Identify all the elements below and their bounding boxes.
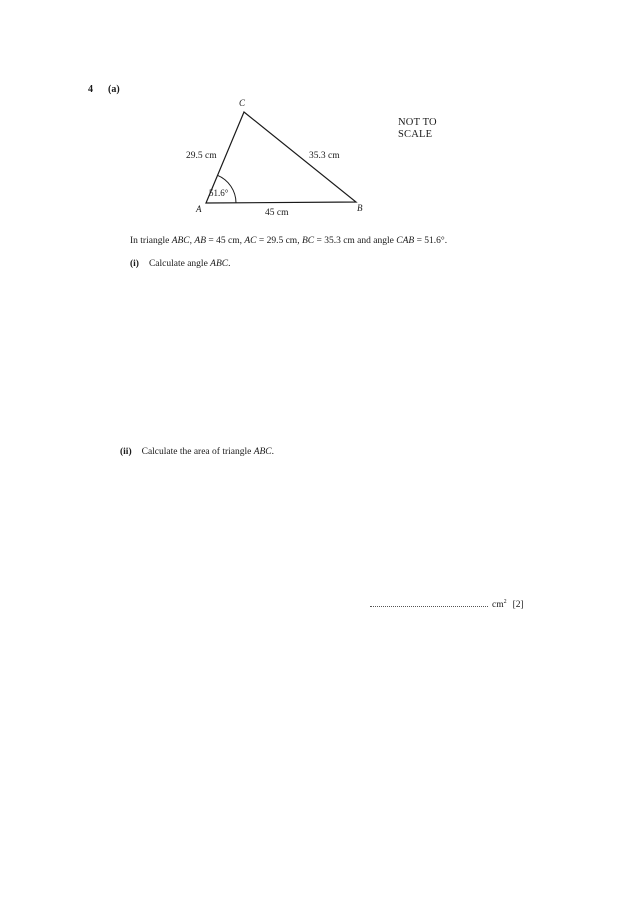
side-label-ac: 29.5 cm bbox=[186, 151, 217, 161]
answer-unit-text: cm bbox=[492, 600, 504, 610]
question-stem: In triangle ABC, AB = 45 cm, AC = 29.5 cm, BC = 35.3 cm and angle CAB = 51.6°. bbox=[130, 236, 448, 246]
stem-cab-value: = 51.6°. bbox=[414, 236, 448, 246]
not-to-scale-line-1: NOT TO bbox=[398, 117, 437, 128]
vertex-label-b: B bbox=[357, 203, 363, 213]
stem-ac-value: = 29.5 cm, bbox=[256, 236, 302, 246]
answer-marks: [2] bbox=[512, 600, 524, 610]
triangle-abc bbox=[206, 112, 356, 203]
part-i-question bbox=[130, 259, 231, 269]
answer-unit bbox=[492, 600, 507, 610]
part-i-angle: ABC bbox=[210, 259, 229, 269]
vertex-label-c: C bbox=[239, 98, 246, 108]
stem-cab-label: CAB bbox=[396, 236, 415, 246]
stem-bc-value: = 35.3 cm and angle bbox=[314, 236, 397, 246]
part-i-label: (i) bbox=[130, 259, 139, 269]
part-ii-triangle: ABC bbox=[253, 447, 272, 457]
side-label-bc: 35.3 cm bbox=[309, 151, 340, 161]
part-ii-end: . bbox=[271, 447, 275, 457]
part-i-end: . bbox=[228, 259, 231, 269]
part-ii-text: Calculate the area of triangle bbox=[141, 447, 254, 457]
part-i-text: Calculate angle bbox=[148, 259, 211, 269]
part-ii-label: (ii) bbox=[120, 447, 132, 457]
stem-ab-value: = 45 cm, bbox=[206, 236, 245, 246]
not-to-scale-line-2: SCALE bbox=[398, 129, 433, 140]
answer-area bbox=[370, 598, 524, 610]
stem-ab-label: AB bbox=[194, 236, 206, 246]
answer-dotted-line[interactable] bbox=[370, 598, 488, 607]
question-number: 4 bbox=[88, 84, 93, 95]
vertex-label-a: A bbox=[196, 204, 202, 214]
side-label-ab: 45 cm bbox=[265, 208, 289, 218]
angle-label-a: 51.6° bbox=[209, 188, 229, 198]
stem-triangle: ABC bbox=[171, 236, 190, 246]
stem-bc-label: BC bbox=[301, 236, 315, 246]
stem-ac-label: AC bbox=[244, 236, 257, 246]
question-part: (a) bbox=[108, 84, 120, 95]
not-to-scale-note bbox=[398, 117, 437, 141]
answer-unit-power: 2 bbox=[503, 598, 507, 605]
angle-arc-a bbox=[218, 175, 237, 203]
part-ii-question bbox=[120, 447, 274, 457]
stem-prefix: In triangle bbox=[130, 236, 172, 246]
